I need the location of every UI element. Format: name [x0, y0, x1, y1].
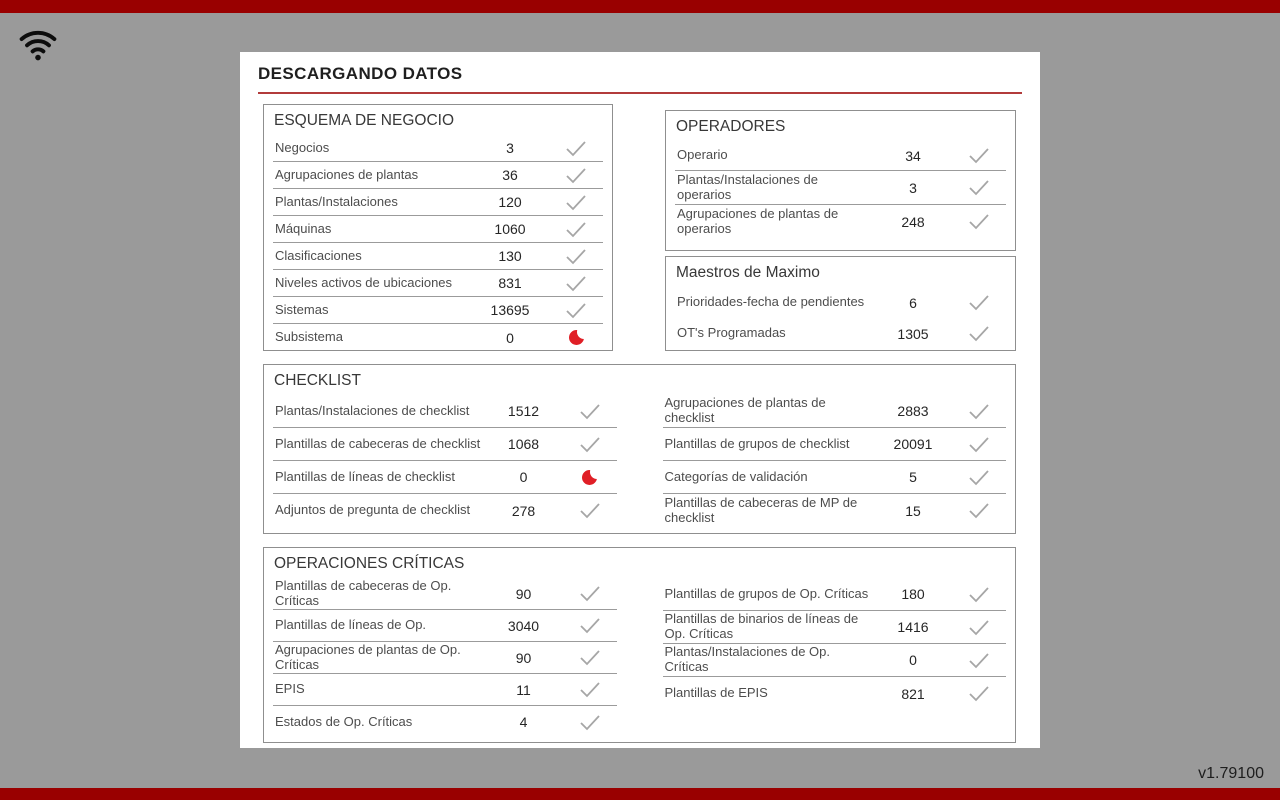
row-value: 821	[901, 685, 925, 702]
section-title: Maestros de Maximo	[676, 264, 820, 281]
row-status	[952, 147, 1006, 164]
check-icon	[968, 469, 990, 486]
table-row	[273, 297, 603, 324]
row-label: Plantillas de cabeceras de MP de checklist	[664, 494, 858, 525]
check-icon	[565, 167, 587, 184]
row-label: Plantas/Instalaciones de Op. Críticas	[664, 644, 830, 674]
check-icon	[565, 140, 587, 157]
row-label: Plantas/Instalaciones de operarios	[677, 172, 818, 202]
table-row	[273, 642, 617, 674]
table-row	[663, 611, 1007, 644]
row-value: 2883	[897, 403, 929, 419]
table-row	[675, 318, 1006, 349]
check-icon	[565, 275, 587, 292]
table-row	[675, 171, 1006, 205]
row-status	[563, 617, 617, 634]
row-label: Plantillas de grupos de checklist	[664, 435, 850, 451]
check-icon	[968, 213, 990, 230]
row-label: Categorías de validación	[664, 468, 808, 484]
table-row	[273, 189, 603, 216]
check-icon	[968, 147, 990, 164]
section-checklist	[263, 364, 1016, 534]
table-row	[663, 461, 1007, 494]
check-icon	[579, 502, 601, 519]
row-status	[952, 179, 1006, 196]
row-label: Plantas/Instalaciones de checklist	[275, 402, 470, 418]
row-label: Operario	[677, 147, 728, 163]
check-icon	[968, 619, 990, 636]
row-label: Agrupaciones de plantas	[275, 166, 419, 182]
dialog-content	[258, 104, 1022, 743]
check-icon	[579, 714, 601, 731]
row-label: Plantillas de binarios de líneas de Op. Críticas	[664, 611, 859, 641]
loading-spinner-icon	[582, 470, 597, 485]
check-icon	[968, 436, 990, 453]
row-label: Prioridades-fecha de pendientes	[677, 294, 865, 310]
row-value: 120	[498, 194, 522, 210]
row-value: 130	[498, 248, 522, 264]
wifi-icon	[17, 26, 59, 62]
row-label: Clasificaciones	[275, 247, 362, 263]
check-icon	[579, 403, 601, 420]
row-value: 0	[519, 469, 528, 485]
table-row	[273, 494, 617, 527]
table-row	[663, 677, 1007, 710]
row-value: 20091	[893, 436, 933, 452]
dialog-title: DESCARGANDO DATOS	[258, 64, 463, 83]
row-status	[563, 714, 617, 731]
row-value: 4	[519, 714, 528, 730]
section-maestros-de-maximo	[665, 256, 1016, 351]
row-label: Agrupaciones de plantas de operarios	[677, 206, 839, 236]
table-row	[663, 644, 1007, 677]
row-label: Plantillas de líneas de checklist	[275, 468, 455, 484]
row-value: 1060	[494, 221, 526, 237]
row-value: 36	[502, 167, 518, 183]
row-label: Niveles activos de ubicaciones	[275, 274, 453, 290]
check-icon	[968, 179, 990, 196]
row-value: 1512	[507, 403, 540, 419]
row-label: Negocios	[275, 139, 330, 155]
table-row	[273, 674, 617, 706]
section-operaciones-criticas	[263, 547, 1016, 743]
row-label: Plantillas de EPIS	[664, 685, 768, 701]
row-value: 11	[516, 681, 531, 698]
row-value: 1416	[897, 619, 929, 635]
table-row	[273, 243, 603, 270]
row-value: 3040	[507, 617, 540, 634]
row-status	[952, 436, 1006, 453]
title-underline	[258, 92, 1022, 94]
app-version: v1.79100	[1198, 765, 1264, 782]
loading-spinner-icon	[569, 330, 584, 345]
section-operadores	[665, 110, 1016, 251]
row-status	[952, 325, 1006, 342]
row-label: Subsistema	[275, 329, 343, 345]
table-row	[273, 135, 603, 162]
row-status	[549, 221, 603, 238]
table-row	[675, 287, 1006, 318]
row-value: 6	[909, 294, 917, 311]
row-label: Adjuntos de pregunta de checklist	[275, 502, 471, 518]
row-status	[952, 652, 1006, 669]
table-row	[273, 578, 617, 610]
row-status	[563, 436, 617, 453]
row-status	[952, 294, 1006, 311]
check-icon	[968, 403, 990, 420]
row-status	[549, 167, 603, 184]
section-title: OPERACIONES CRÍTICAS	[274, 555, 465, 572]
row-value: 831	[498, 275, 522, 291]
row-status	[952, 586, 1006, 603]
check-icon	[968, 325, 990, 342]
row-status	[952, 213, 1006, 230]
section-title: ESQUEMA DE NEGOCIO	[274, 112, 455, 129]
table-row	[663, 494, 1007, 527]
check-icon	[968, 685, 990, 702]
row-value: 90	[515, 585, 532, 602]
row-label: Plantas/Instalaciones	[275, 193, 398, 209]
table-row	[273, 428, 617, 461]
row-label: OT's Programadas	[677, 325, 786, 341]
row-value: 278	[511, 502, 536, 519]
check-icon	[579, 585, 601, 602]
row-value: 0	[506, 329, 514, 346]
row-value: 15	[905, 502, 921, 519]
table-row	[663, 428, 1007, 461]
row-status	[549, 302, 603, 319]
row-label: Agrupaciones de plantas de Op. Críticas	[275, 641, 461, 672]
row-label: Plantillas de grupos de Op. Críticas	[664, 585, 869, 601]
row-label: Plantillas de cabeceras de checklist	[275, 435, 481, 451]
table-row	[273, 324, 603, 351]
table-row	[675, 205, 1006, 238]
row-label: EPIS	[275, 681, 305, 697]
row-status	[563, 470, 617, 485]
row-label: Máquinas	[275, 220, 332, 236]
table-row	[273, 706, 617, 738]
row-status	[563, 649, 617, 666]
row-value: 34	[905, 147, 921, 164]
check-icon	[968, 586, 990, 603]
row-value: 3	[909, 179, 917, 196]
download-dialog	[240, 52, 1040, 748]
check-icon	[968, 502, 990, 519]
check-icon	[579, 649, 601, 666]
row-value: 3	[506, 140, 514, 156]
check-icon	[565, 248, 587, 265]
row-value: 13695	[490, 302, 530, 318]
check-icon	[565, 302, 587, 319]
row-label: Plantillas de cabeceras de Op. Críticas	[275, 577, 452, 608]
row-label: Sistemas	[275, 301, 329, 317]
row-status	[952, 685, 1006, 702]
table-row	[273, 162, 603, 189]
section-title: OPERADORES	[676, 118, 786, 135]
check-icon	[579, 681, 601, 698]
row-status	[952, 403, 1006, 420]
section-esquema-de-negocio	[263, 104, 613, 351]
row-status	[549, 140, 603, 157]
table-row	[273, 270, 603, 297]
table-row	[663, 578, 1007, 611]
row-status	[549, 330, 603, 345]
row-value: 0	[909, 652, 917, 668]
row-status	[549, 248, 603, 265]
table-row	[273, 461, 617, 494]
row-status	[563, 403, 617, 420]
top-red-bar	[0, 0, 1280, 13]
row-label: Estados de Op. Críticas	[275, 713, 413, 729]
check-icon	[579, 617, 601, 634]
row-status	[563, 502, 617, 519]
row-status	[549, 194, 603, 211]
section-title: CHECKLIST	[274, 372, 361, 389]
table-row	[663, 395, 1007, 428]
table-row	[273, 216, 603, 243]
row-label: Plantillas de líneas de Op.	[275, 617, 427, 633]
check-icon	[565, 194, 587, 211]
check-icon	[565, 221, 587, 238]
bottom-red-bar	[0, 788, 1280, 800]
row-status	[563, 585, 617, 602]
check-icon	[968, 294, 990, 311]
row-status	[549, 275, 603, 292]
row-value: 1068	[507, 436, 540, 452]
row-status	[952, 469, 1006, 486]
row-value: 90	[515, 649, 532, 666]
row-status	[952, 502, 1006, 519]
check-icon	[579, 436, 601, 453]
check-icon	[968, 652, 990, 669]
table-row	[675, 141, 1006, 171]
table-row	[273, 610, 617, 642]
row-status	[563, 681, 617, 698]
table-row	[273, 395, 617, 428]
row-value: 248	[901, 213, 925, 230]
row-value: 5	[909, 469, 917, 485]
row-status	[952, 619, 1006, 636]
row-value: 1305	[897, 325, 929, 342]
row-label: Agrupaciones de plantas de checklist	[664, 395, 826, 425]
row-value: 180	[901, 586, 925, 602]
